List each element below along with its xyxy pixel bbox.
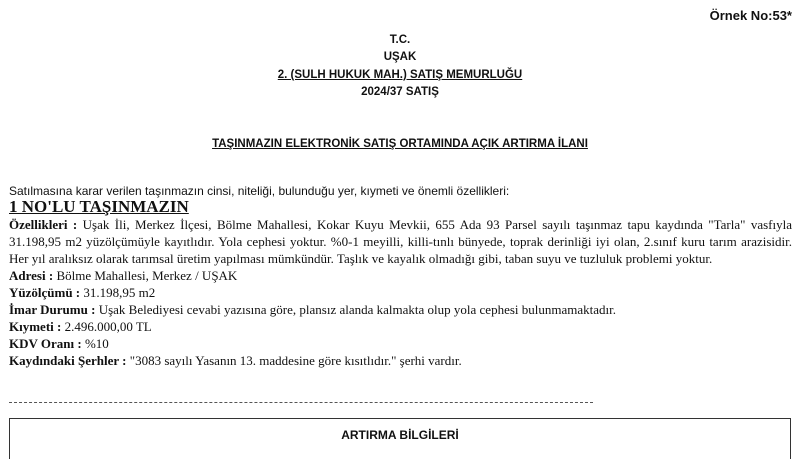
address-label: Adresi : xyxy=(9,268,54,283)
value-amount: 2.496.000,00 TL xyxy=(64,319,152,334)
header-office: 2. (SULH HUKUK MAH.) SATIŞ MEMURLUĞU xyxy=(277,69,523,81)
zoning-row xyxy=(9,301,792,318)
features-paragraph xyxy=(9,216,792,267)
area-label: Yüzölçümü : xyxy=(9,285,81,300)
header-city: UŞAK xyxy=(383,51,417,63)
area-row xyxy=(9,284,792,301)
form-number: Örnek No:53* xyxy=(709,8,792,23)
conditions-value: "3083 sayılı Yasanın 13. maddesine göre kısıtlıdır." şerhi vardır. xyxy=(129,353,462,368)
address-row xyxy=(9,267,792,284)
vat-row xyxy=(9,335,792,352)
zoning-value: Uşak Belediyesi cevabi yazısına göre, plansız alanda kalmakta olup yola cephesi bulunmamaktadır. xyxy=(98,302,616,317)
zoning-label: İmar Durumu : xyxy=(9,302,96,317)
notice-title: TAŞINMAZIN ELEKTRONİK SATIŞ ORTAMINDA AÇIK ARTIRMA İLANI xyxy=(212,138,588,150)
auction-info-box xyxy=(9,418,791,459)
features-text: Uşak İli, Merkez İlçesi, Bölme Mahallesi, Kokar Kuyu Mevkii, 655 Ada 93 Parsel sayılı taşınmaz tapu kaydında "Tarla" vasfıyla 31.198,95 m2 yüzölçümüyle kayıtlıdır. Yola cephesi yoktur. %0-1 meyilli, killi-tınlı bünyede, toprak derinliği iyi olan, 2.sınıf kuru tarım arazisidir. Her yıl aralıksız olarak tarımsal üretim yapılması mümkündür. Taşlık ve kayalık olmadığı gibi, taban suyu ve tuzluluk problemi yoktur. xyxy=(9,217,793,266)
conditions-label: Kaydındaki Şerhler : xyxy=(9,353,127,368)
auction-section-title: ARTIRMA BİLGİLERİ xyxy=(341,428,459,442)
vat-value: %10 xyxy=(84,336,109,351)
intro-text: Satılmasına karar verilen taşınmazın cinsi, niteliği, bulunduğu yer, kıymeti ve önemli özellikleri: xyxy=(9,184,510,198)
address-value: Bölme Mahallesi, Merkez / UŞAK xyxy=(56,268,238,283)
features-label: Özellikleri : xyxy=(9,217,78,232)
header-country: T.C. xyxy=(389,34,411,46)
dashed-separator xyxy=(9,402,593,403)
value-label: Kıymeti : xyxy=(9,319,62,334)
area-value: 31.198,95 m2 xyxy=(83,285,156,300)
conditions-row xyxy=(9,352,792,369)
header-file-number: 2024/37 SATIŞ xyxy=(361,86,439,98)
value-row xyxy=(9,318,792,335)
property-title: 1 NO'LU TAŞINMAZIN xyxy=(9,197,189,216)
vat-label: KDV Oranı : xyxy=(9,336,82,351)
property-details xyxy=(9,216,792,369)
